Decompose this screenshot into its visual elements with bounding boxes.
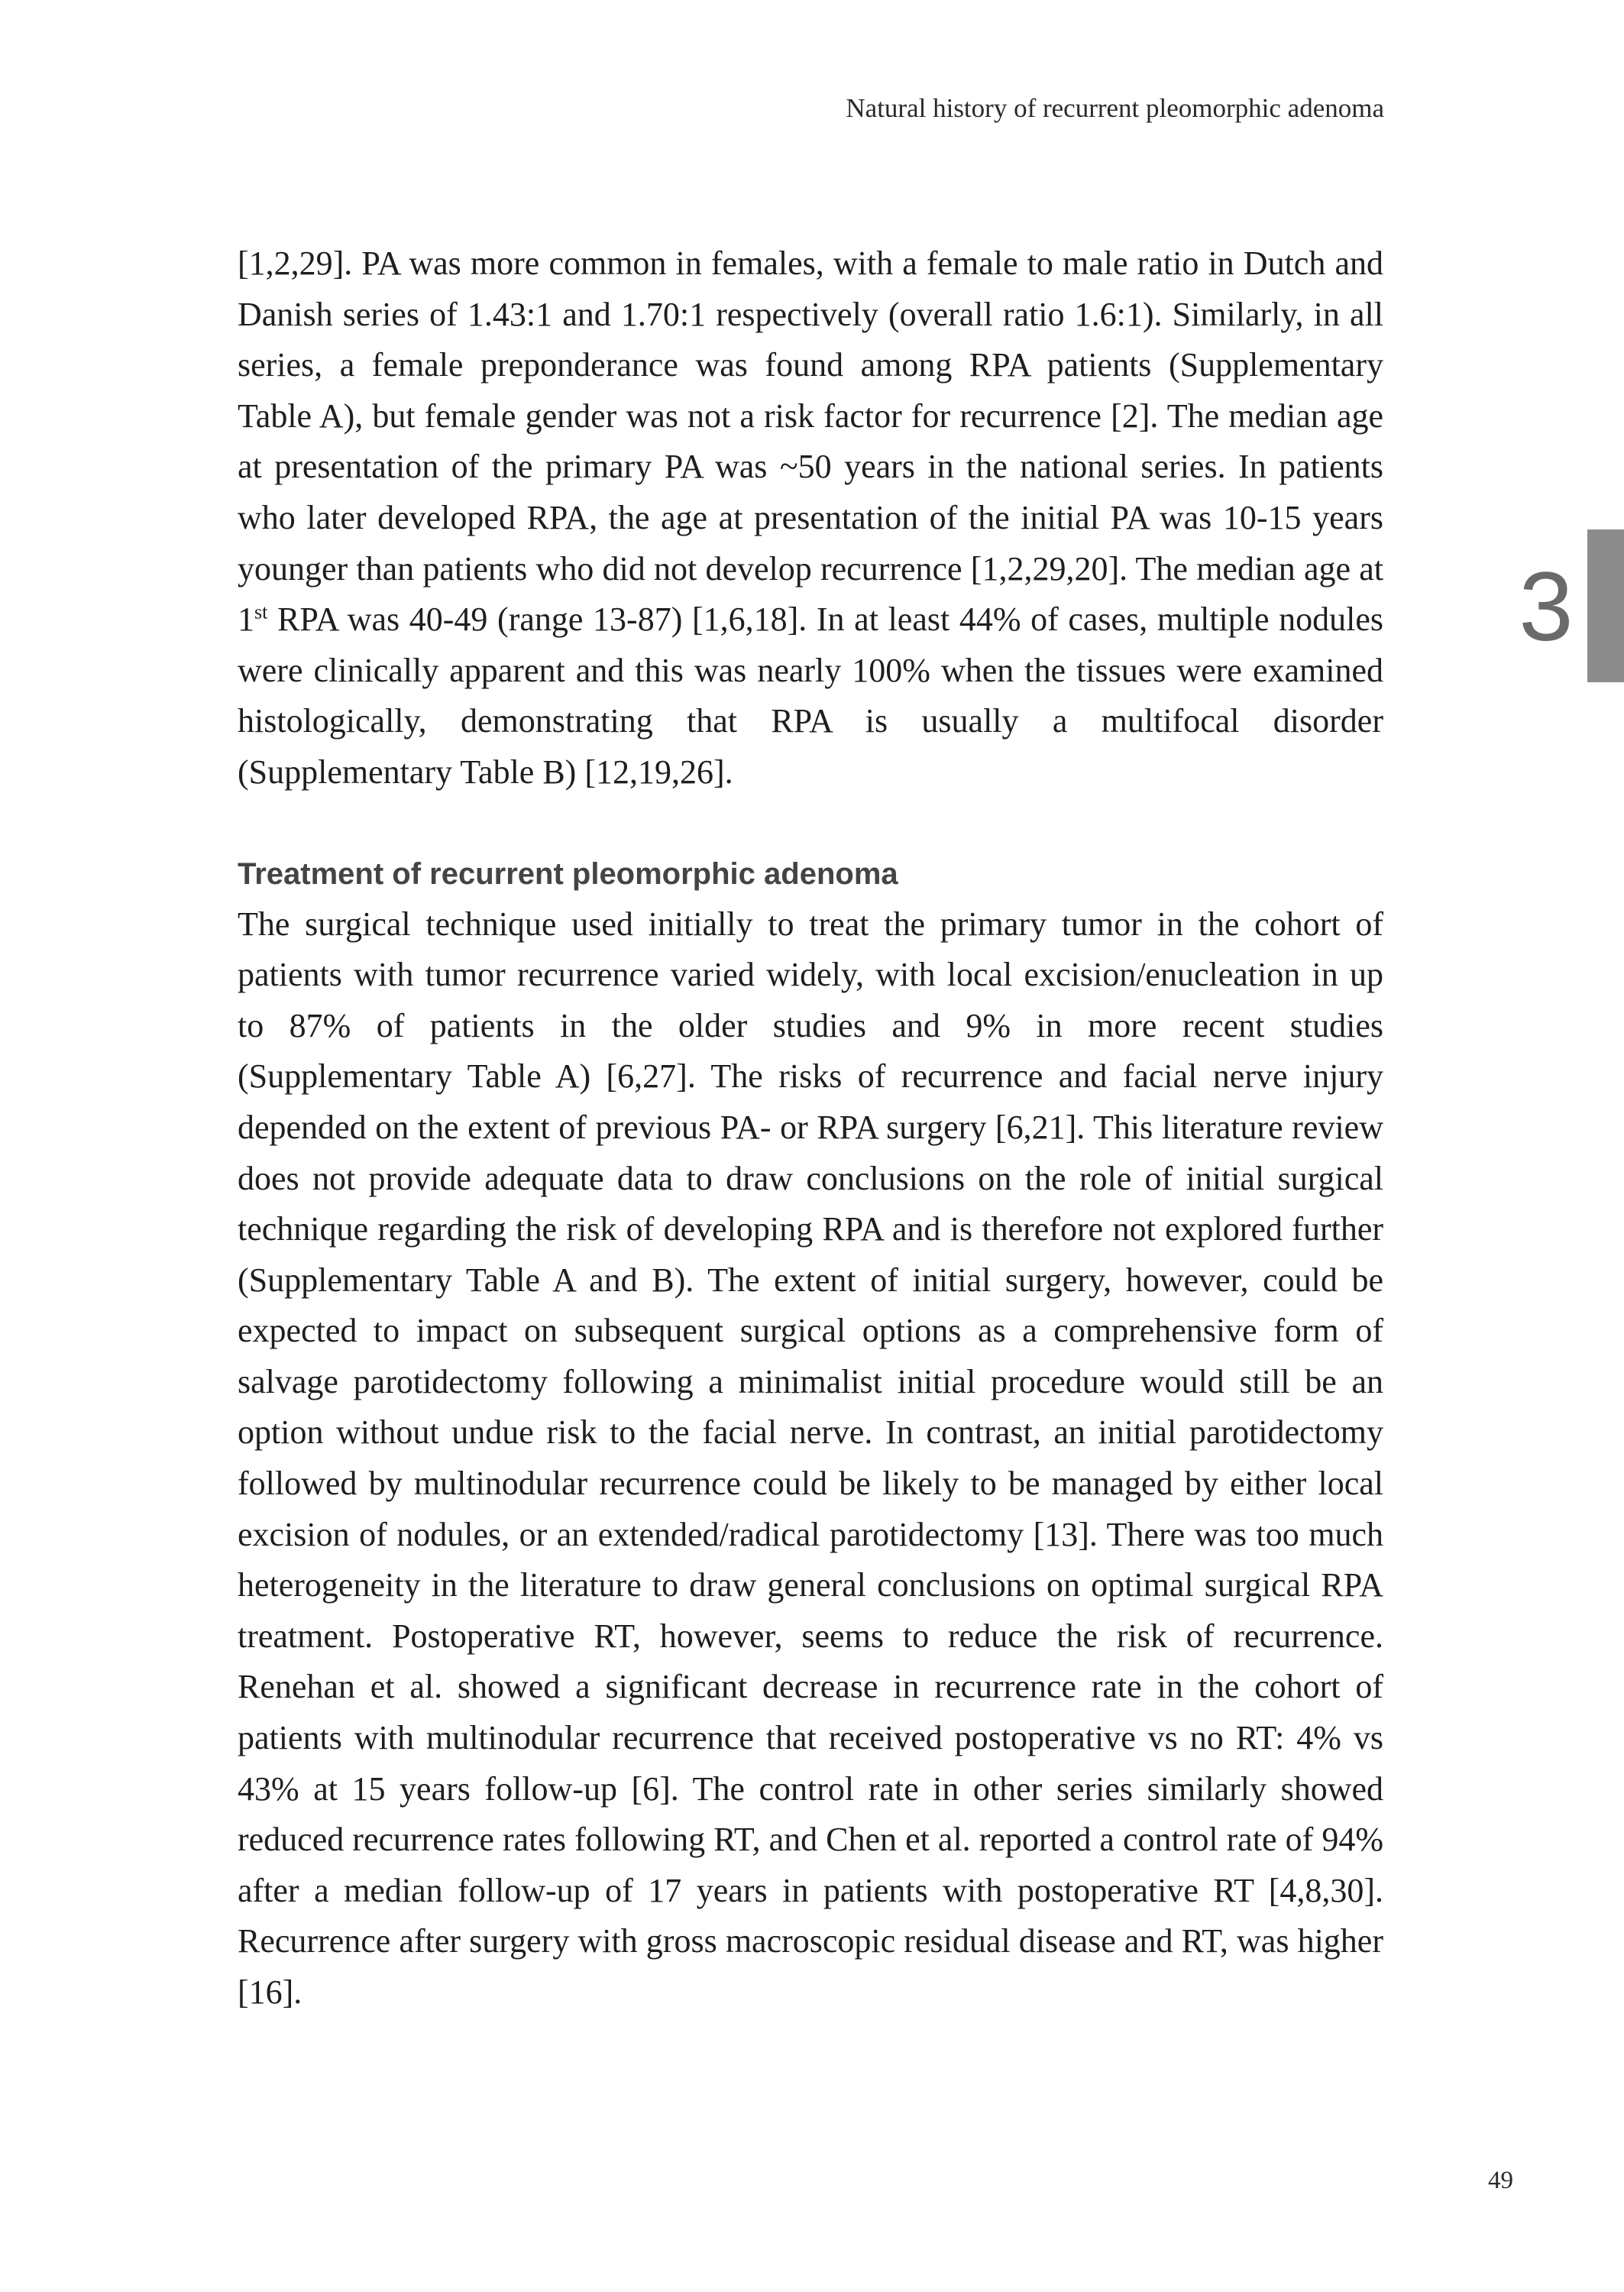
text-column (238, 238, 1383, 2018)
body-paragraph-treatment: The surgical technique used initially to treat the primary tumor in the cohort of patients with tumor recurrence varied widely, with local excision/enucleation in up to 87% of patients in the older studies and 9% in more recent studies (Supplementary Table A) [6,27]. The risks of recurrence and facial nerve injury depended on the extent of previous PA- or RPA surgery [6,21]. This literature review does not provide adequate data to draw conclusions on the role of initial surgical technique regarding the risk of developing RPA and is therefore not explored further (Supplementary Table A and B). The extent of initial surgery, however, could be expected to impact on subsequent surgical options as a comprehensive form of salvage parotidectomy following a minimalist initial procedure would still be an option without undue risk to the facial nerve. In contrast, an initial parotidectomy followed by multinodular recurrence could be likely to be managed by either local excision of nodules, or an extended/radical parotidectomy [13]. There was too much heterogeneity in the literature to draw general conclusions on optimal surgical RPA treatment. Postoperative RT, however, seems to reduce the risk of recurrence. Renehan et al. showed a significant decrease in recurrence rate in the cohort of patients with multinodular recurrence that received postoperative vs no RT: 4% vs 43% at 15 years follow-up [6]. The control rate in other series similarly showed reduced recurrence rates following RT, and Chen et al. reported a control rate of 94% after a median follow-up of 17 years in patients with postoperative RT [4,8,30]. Recurrence after surgery with gross macroscopic residual disease and RT, was higher [16]. (238, 905, 1383, 2011)
paragraph-text-part-1: [1,2,29]. PA was more common in females, with a female to male ratio in Dutch and Danish series of 1.43:1 and 1.70:1 respectively (overall ratio 1.6:1). Similarly, in all series, a female preponderance was found among RPA patients (Supplementary Table A), but female gender was not a risk factor for recurrence [2]. The median age at presentation of the primary PA was ~50 years in the national series. In patients who later developed RPA, the age at presentation of the initial PA was 10-15 years younger than patients who did not develop recurrence [1,2,29,20]. The median age at 1 (238, 244, 1383, 639)
chapter-number: 3 (1519, 552, 1574, 662)
section-heading: Treatment of recurrent pleomorphic adenoma (238, 856, 898, 891)
running-header: Natural history of recurrent pleomorphic adenoma (846, 93, 1384, 123)
body-paragraph-demographics (238, 238, 1383, 798)
superscript-ordinal: st (254, 601, 268, 623)
paragraph-text-part-2: RPA was 40-49 (range 13-87) [1,6,18]. In at least 44% of cases, multiple nodules were clinically apparent and this was nearly 100% when the tissues were examined histologically, demonstrating that RPA is usually a multifocal disorder (Supplementary Table B) [12,19,26]. (238, 601, 1383, 791)
page-number: 49 (1488, 2167, 1513, 2194)
chapter-tab-marker (1587, 529, 1624, 682)
